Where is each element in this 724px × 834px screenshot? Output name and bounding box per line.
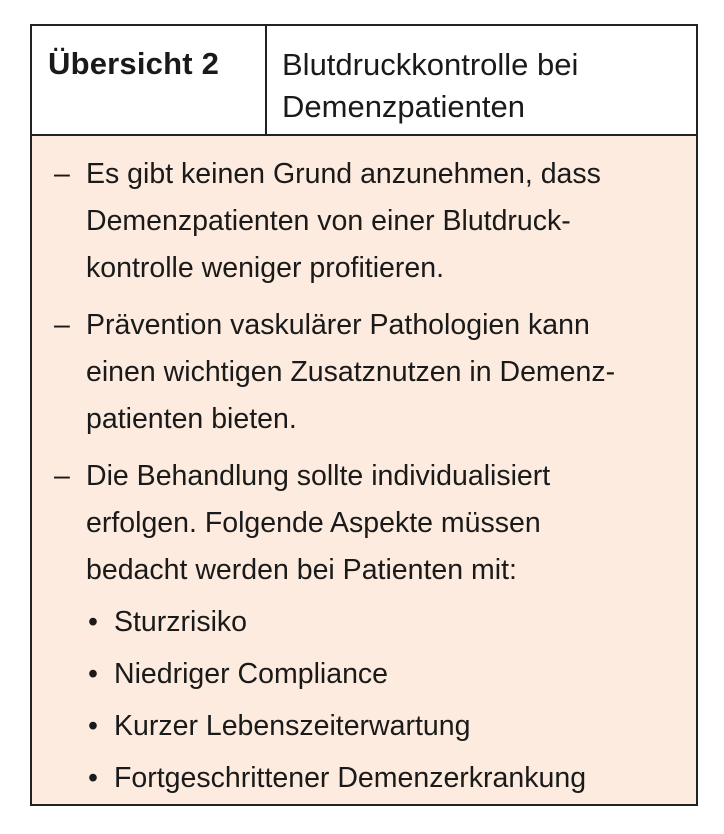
overview-content [32,151,696,804]
dash-marker: – [54,460,70,492]
list-item-3-line-1: Die Behandlung sollte individualisiert [86,460,551,492]
overview-header [32,26,696,136]
list-item-1-line-1: Es gibt keinen Grund anzunehmen, dass [86,158,601,190]
sub-item-sturzrisiko [32,596,696,648]
list-item-1-line-2: Demenzpatienten von einer Blutdruck- [86,205,571,237]
dash-marker: – [54,309,70,341]
overview-title [282,44,682,128]
sub-item-label: Sturzrisiko [114,606,248,638]
list-item-3 [32,453,696,594]
sub-item-label: Niedriger Compliance [114,658,389,690]
bullet-marker: • [88,606,98,638]
sub-item-label: Kurzer Lebenszeiterwartung [114,710,471,742]
overview-box [30,24,698,806]
bullet-marker: • [88,710,98,742]
overview-label-cell [32,26,267,134]
dash-marker: – [54,158,70,190]
sub-item-demenz [32,752,696,804]
bullet-marker: • [88,762,98,794]
list-item-1 [32,151,696,292]
list-item-1-line-3: kontrolle weniger profitieren. [86,252,445,284]
list-item-2-line-3: patienten bieten. [86,403,297,435]
overview-label: Übersicht 2 [48,46,220,81]
sub-item-label: Fortgeschrittener Demenzerkrankung [114,762,587,794]
list-item-2 [32,302,696,443]
list-item-2-line-2: einen wichtigen Zusatznutzen in Demenz- [86,356,616,388]
sub-item-lebenszeit [32,700,696,752]
list-item-2-line-1: Prävention vaskulärer Pathologien kann [86,309,590,341]
sub-item-compliance [32,648,696,700]
overview-title-line-2: Demenzpatienten [282,89,525,124]
list-item-3-line-3: bedacht werden bei Patienten mit: [86,554,517,586]
list-item-3-line-2: erfolgen. Folgende Aspekte müssen [86,507,541,539]
overview-title-line-1: Blutdruckkontrolle bei [282,47,579,82]
bullet-marker: • [88,658,98,690]
